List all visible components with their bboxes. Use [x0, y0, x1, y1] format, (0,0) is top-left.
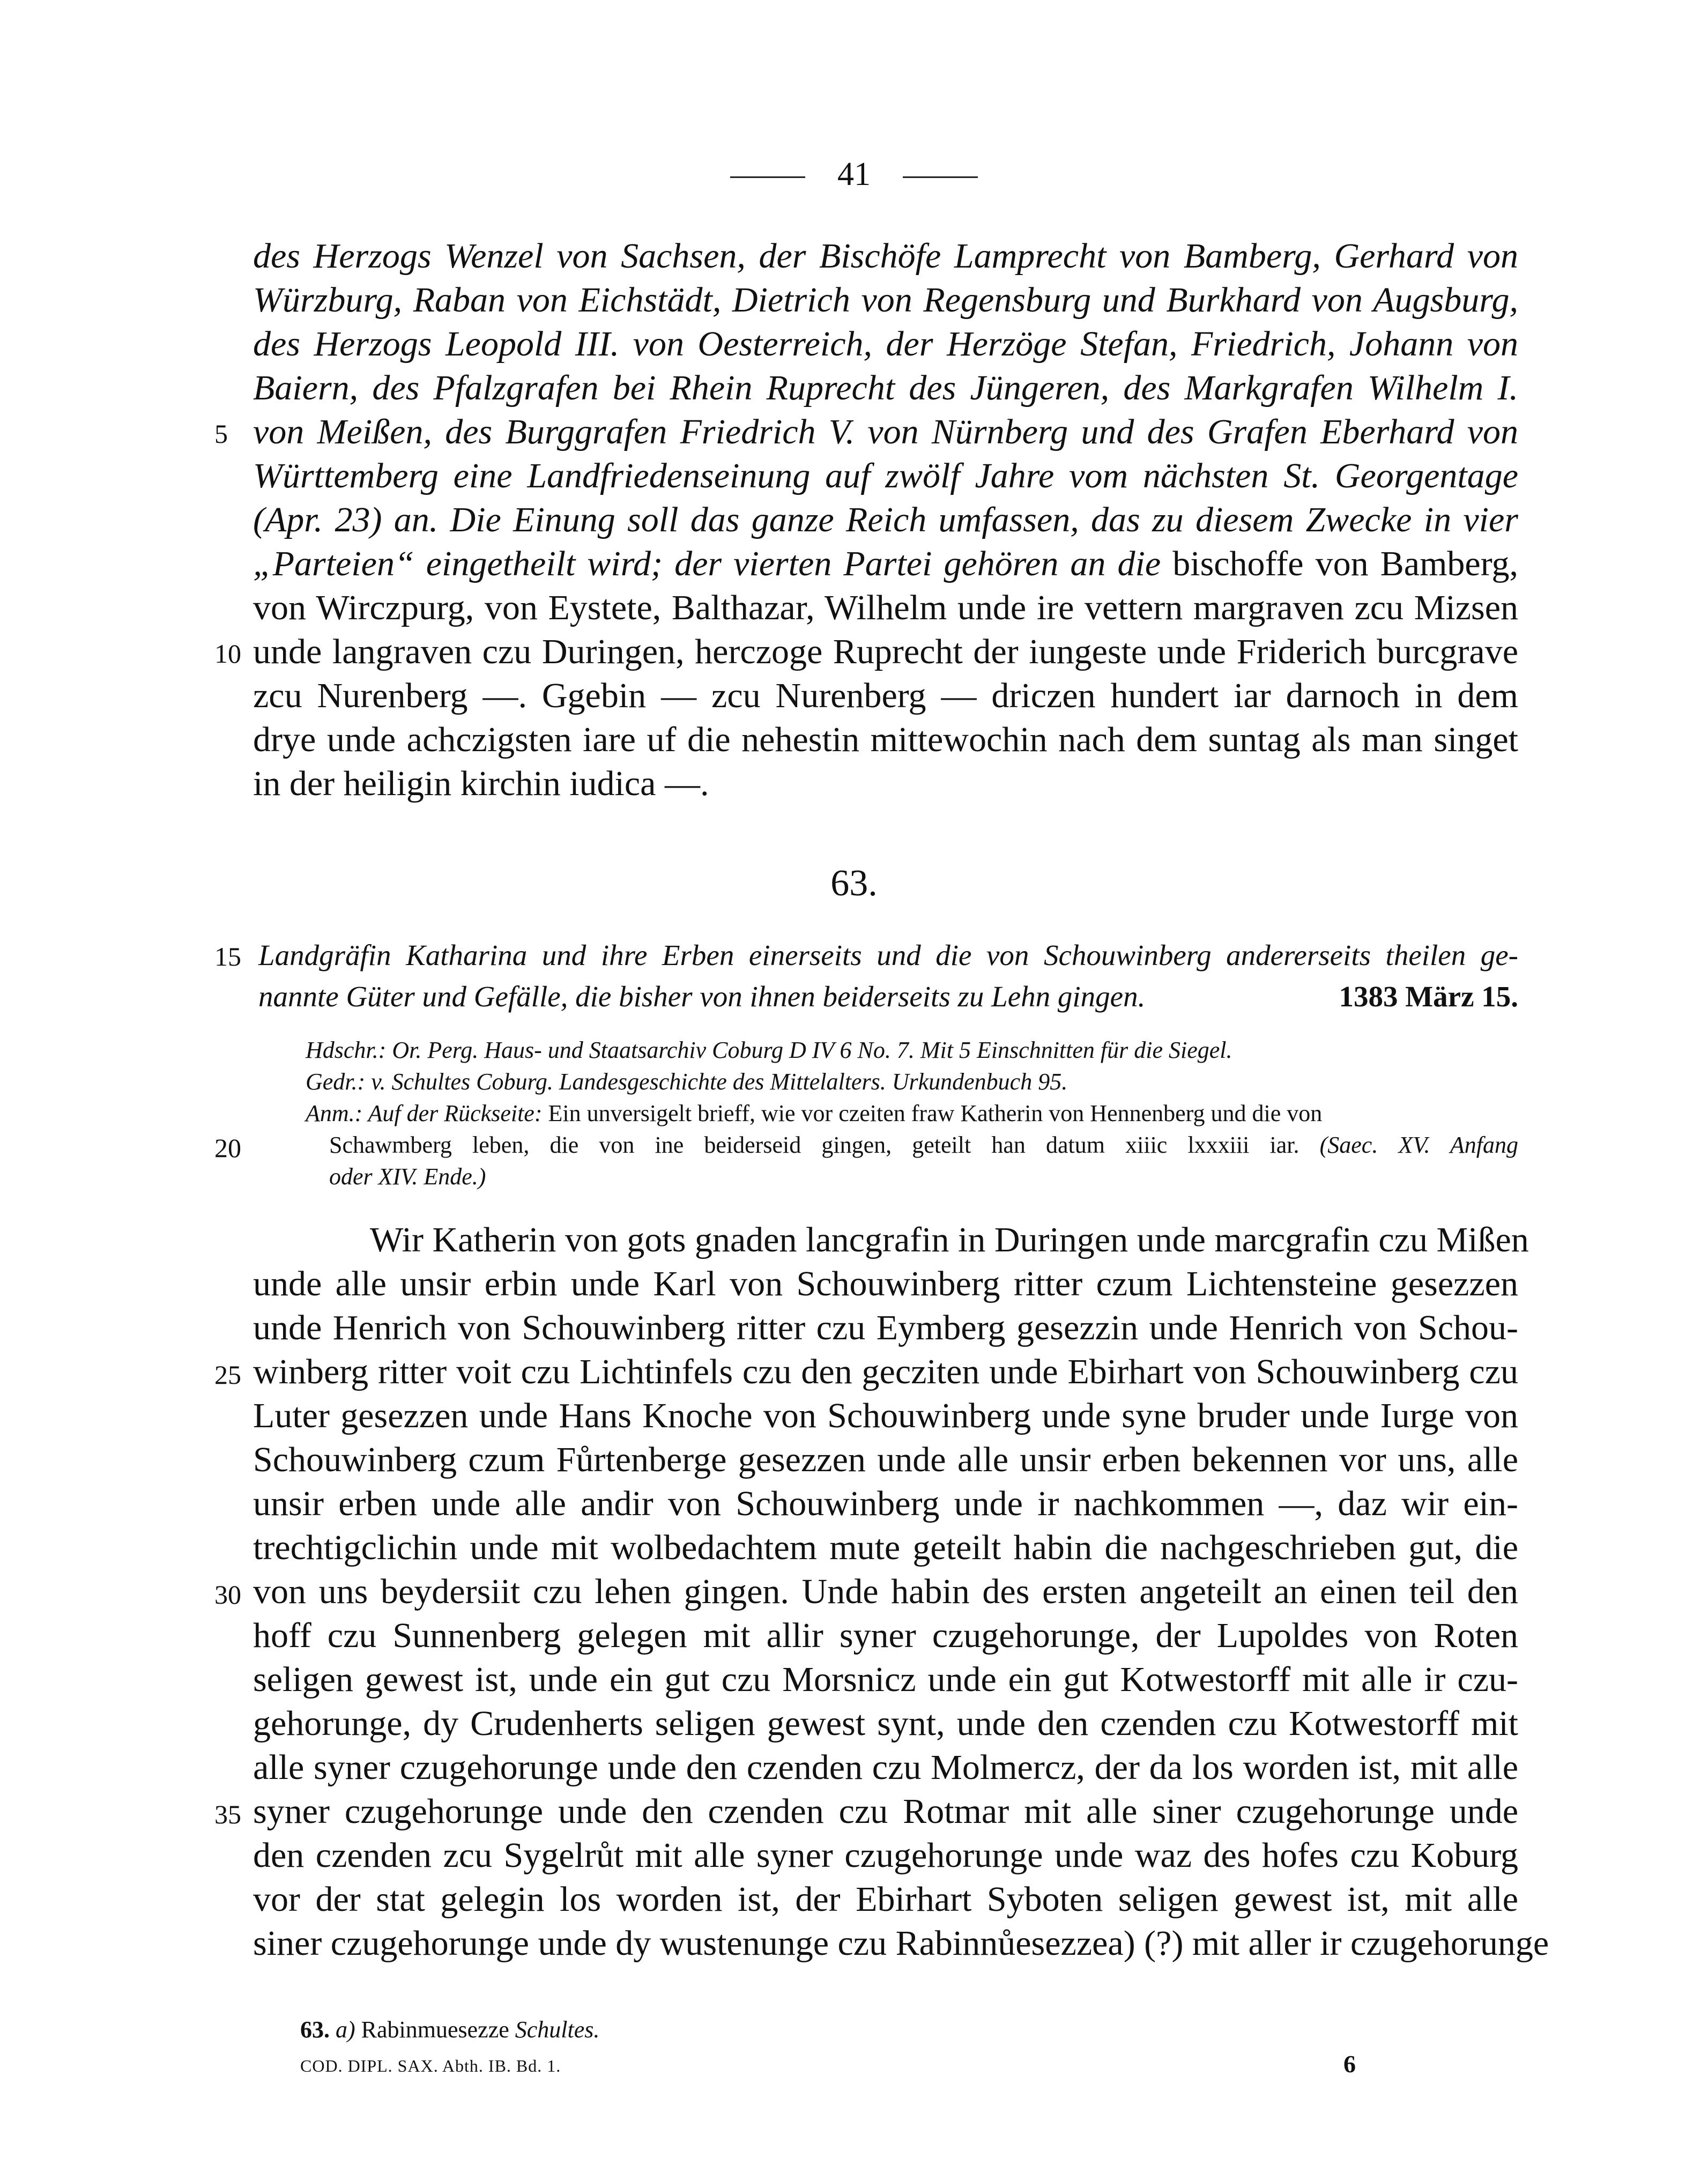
text-line: Wir Katherin von gots gnaden lancgrafin in Duringen unde marcgrafin czu Mißen: [370, 1220, 1529, 1259]
text-line: des Herzogs Wenzel von Sachsen, der Bischöfe Lamprecht von Bamberg, Gerhard von: [253, 236, 1518, 276]
text-line: (Apr. 23) an. Die Einung soll das ganze Reich umfassen, das zu diesem Zwecke in vier: [253, 500, 1518, 539]
line-number: 25: [214, 1360, 241, 1390]
text-line: unde Henrich von Schouwinberg ritter czu Eymberg gesezzin unde Henrich von Schou-: [253, 1308, 1518, 1347]
sheet-signature: 6: [1343, 2050, 1356, 2078]
text-line: siner czugehorunge unde dy wustenunge czu Rabinnůesezzea) (?) mit aller ir czugehorunge: [253, 1924, 1549, 1963]
mixed-roman-part: bischoffe von Bamberg,: [1161, 544, 1519, 583]
text-line: hoff czu Sunnenberg gelegen mit allir syner czugehorunge, der Lupoldes von Roten: [253, 1616, 1518, 1655]
text-line: von Wirczpurg, von Eystete, Balthazar, Wilhelm unde ire vettern margraven zcu Mizsen: [253, 588, 1518, 627]
document-date: 1383 März 15.: [1339, 980, 1518, 1013]
text-line: von Meißen, des Burggrafen Friedrich V. von Nürnberg und des Grafen Eberhard von: [253, 412, 1518, 451]
remark-note-cont: oder XIV. Ende.): [329, 1163, 486, 1190]
text-line: vor der stat gelegin los worden ist, der Ebirhart Syboten seligen gewest ist, mit alle: [253, 1880, 1518, 1919]
summary-text: nannte Güter und Gefälle, die bisher von ihnen beiderseits zu Lehn gingen.: [258, 980, 1146, 1013]
collection-signature: COD. DIPL. SAX. Abth. IB. Bd. 1.: [300, 2056, 561, 2075]
text-line: [253, 546, 1518, 582]
remark-text: Schawmberg leben, die von ine beiderseid gingen, geteilt han datum xiiic lxxxiii iar.: [329, 1132, 1299, 1158]
summary-line: [258, 980, 1518, 1013]
header-rule-right: [903, 176, 978, 178]
text-line: zcu Nurenberg —. Ggebin — zcu Nurenberg — driczen hundert iar darnoch in dem: [253, 676, 1518, 715]
summary-line: Landgräfin Katharina und ihre Erben einerseits und die von Schouwinberg andererseits theilen ge-: [258, 939, 1518, 972]
text-line: trechtigclichin unde mit wolbedachtem mute geteilt habin die nachgeschrieben gut, die: [253, 1528, 1518, 1567]
text-line: Luter gesezzen unde Hans Knoche von Schouwinberg unde syne bruder unde Iurge von: [253, 1396, 1518, 1435]
footnote-text: Rabinmuesezze: [355, 2016, 509, 2043]
footnote-marker: a): [330, 2016, 355, 2043]
line-number: 30: [214, 1580, 241, 1610]
edition-note: Gedr.: v. Schultes Coburg. Landesgeschichte des Mittelalters. Urkundenbuch 95.: [306, 1069, 1068, 1095]
footnote-source: Schultes.: [509, 2016, 600, 2043]
line-number: 35: [214, 1799, 241, 1829]
manuscript-note: Hdschr.: Or. Perg. Haus- und Staatsarchiv Coburg D IV 6 No. 7. Mit 5 Einschnitten für die Siegel.: [306, 1037, 1232, 1063]
text-line: den czenden zcu Sygelrůt mit alle syner czugehorunge unde waz des hofes czu Koburg: [253, 1836, 1518, 1875]
remark-note-cont: [329, 1131, 1518, 1159]
text-line: drye unde achczigsten iare uf die nehestin mittewochin nach dem suntag als man singet: [253, 720, 1518, 759]
page-header: [0, 155, 1708, 194]
header-rule-left: [730, 176, 805, 178]
text-line: unde alle unsir erbin unde Karl von Schouwinberg ritter czum Lichtensteine gesezzen: [253, 1264, 1518, 1303]
text-line: von uns beydersiit czu lehen gingen. Unde habin des ersten angeteilt an einen teil den: [253, 1572, 1518, 1611]
footnote-number: 63.: [300, 2016, 330, 2043]
text-line: Würzburg, Raban von Eichstädt, Dietrich von Regensburg und Burkhard von Augsburg,: [253, 280, 1518, 320]
text-line: Württemberg eine Landfriedenseinung auf zwölf Jahre vom nächsten St. Georgentage: [253, 456, 1518, 495]
mixed-italic-part: „Parteien“ eingetheilt wird; der vierten Partei gehören an die: [253, 544, 1161, 583]
line-number: 20: [214, 1133, 241, 1163]
text-line: unde langraven czu Duringen, herczoge Ruprecht der iungeste unde Friderich burcgrave: [253, 632, 1518, 671]
remark-label: Anm.: Auf der Rückseite:: [306, 1100, 543, 1126]
document-number: 63.: [830, 863, 878, 904]
text-line: gehorunge, dy Crudenherts seligen gewest synt, unde den czenden czu Kotwestorff mit: [253, 1704, 1518, 1743]
text-line: winberg ritter voit czu Lichtinfels czu den gecziten unde Ebirhart von Schouwinberg czu: [253, 1352, 1518, 1391]
footnote: [300, 2016, 599, 2043]
text-line: syner czugehorunge unde den czenden czu Rotmar mit alle siner czugehorunge unde: [253, 1792, 1518, 1831]
line-number: 5: [214, 419, 228, 449]
remark-text: Ein unversigelt brieff, wie vor czeiten fraw Katherin von Hennenberg und die von: [542, 1100, 1323, 1126]
text-line: unsir erben unde alle andir von Schouwinberg unde ir nachkommen —, daz wir ein-: [253, 1484, 1518, 1523]
text-line: des Herzogs Leopold III. von Oesterreich, der Herzöge Stefan, Friedrich, Johann von: [253, 324, 1518, 364]
line-number: 10: [214, 639, 241, 669]
text-line: alle syner czugehorunge unde den czenden czu Molmercz, der da los worden ist, mit alle: [253, 1748, 1518, 1787]
text-line: Schouwinberg czum Fůrtenberge gesezzen unde alle unsir erben bekennen vor uns, alle: [253, 1440, 1518, 1479]
remark-note: [306, 1100, 1518, 1127]
remark-dating: (Saec. XV. Anfang: [1299, 1132, 1518, 1158]
text-line: seligen gewest ist, unde ein gut czu Morsnicz unde ein gut Kotwestorff mit alle ir czu-: [253, 1660, 1518, 1699]
line-number: 15: [214, 941, 241, 972]
text-line: in der heiligin kirchin iudica —.: [253, 764, 709, 803]
text-line: Baiern, des Pfalzgrafen bei Rhein Ruprecht des Jüngeren, des Markgrafen Wilhelm I.: [253, 368, 1518, 407]
page-number: 41: [837, 156, 871, 192]
